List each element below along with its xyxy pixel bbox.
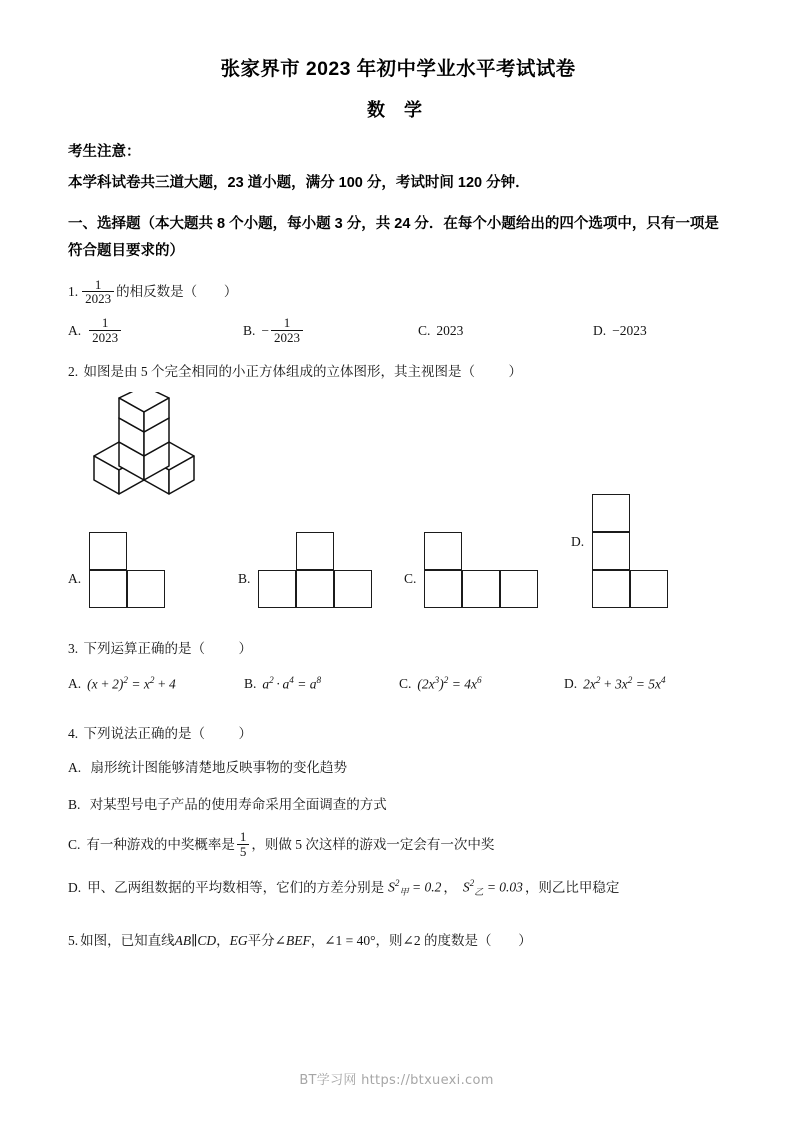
question-2-option-c[interactable] [404,532,540,610]
variance-jia: $S^2_甲 = 0.2$ [388,877,442,897]
question-1-number: 1. [68,284,79,300]
option-label: D. [571,533,585,549]
fraction-numerator: 1 [283,314,291,330]
question-2-option-b[interactable] [238,532,374,610]
fraction-numerator: 1 [239,829,247,845]
option-c-grid [424,532,540,610]
question-1-option-c[interactable] [418,317,593,345]
question-3 [68,638,728,696]
notice-text: 本学科试卷共三道大题，23 道小题，满分 100 分，考试时间 120 分钟． [68,175,530,192]
option-c-fraction [237,830,250,858]
comma-2: ， [216,933,230,949]
parallel-symbol: ∥ [191,933,198,949]
question-4-stem-text: 下列说法正确的是（ [83,725,205,741]
question-1-options [68,314,728,345]
option-a-grid [89,532,167,610]
question-4-option-d[interactable] [68,876,728,901]
option-b-text: 对某型号电子产品的使用寿命采用全面调查的方式 [89,797,387,813]
question-3-number: 3. [68,641,79,657]
question-1-fraction [82,278,114,306]
question-3-option-a[interactable] [68,673,244,696]
option-a-text: 扇形统计图能够清楚地反映事物的变化趋势 [90,760,347,776]
option-label: D. [593,323,607,339]
option-label: A. [68,676,82,692]
question-4-option-b[interactable] [68,794,728,817]
grid-cell [630,570,668,608]
question-1-stem-close: ） [223,284,238,300]
question-2-solid-figure [86,392,728,508]
question-2 [68,361,728,610]
site-watermark: BT学习网 https://btxuexi.com [299,1073,494,1088]
fraction-denominator: 2023 [82,291,114,306]
question-2-stem-close: ） [508,364,522,380]
question-2-options [68,514,728,610]
grid-cell [296,570,334,608]
option-label: C. [404,570,417,586]
question-5-text-3: ，∠1 = 40°，则∠2 的度数是（ [310,933,492,949]
question-3-stem-text: 下列运算正确的是（ [83,641,205,657]
question-2-stem [68,361,728,384]
grid-cell [500,570,538,608]
question-5-stem-close: ） [518,933,532,949]
question-1-stem-text: 的相反数是（ [116,284,198,300]
question-1-option-d[interactable] [593,317,647,345]
option-label: A. [68,570,82,586]
question-4-option-c[interactable] [68,831,728,859]
option-label: A. [68,760,82,776]
option-c-expression: $(2x^3)^2 = 4x^6$ [417,675,482,692]
cube-stack-svg [86,392,206,500]
fraction-denominator: 2023 [271,330,303,345]
fraction-denominator: 5 [237,844,250,859]
option-c-text-before: 有一种游戏的中奖概率是 [86,836,235,852]
question-5-number: 5. [68,933,79,949]
fraction-numerator: 1 [94,276,102,292]
question-4-stem [68,723,728,746]
subject-title: 数 学 [366,100,429,121]
option-label: C. [68,836,81,852]
grid-cell [89,532,127,570]
question-3-option-c[interactable] [399,673,564,696]
option-label: B. [238,570,251,586]
option-d-text-after: ，则乙比甲稳定 [524,879,620,895]
page-title: 张家界市 2023 年初中学业水平考试试卷 [220,58,576,80]
question-3-stem-close: ） [238,641,252,657]
minus-sign: − [261,322,270,338]
section-heading: 一、选择题（本大题共 8 个小题，每小题 3 分，共 24 分．在每个小题给出的四个选项中，只有一项是符合题目要求的） [68,216,719,259]
option-c-text-after: ，则做 5 次这样的游戏一定会有一次中奖 [251,836,495,852]
option-label: B. [243,322,256,338]
page-content [68,56,728,959]
option-label: C. [418,323,431,339]
option-b-expression: $a^2 \cdot a^4 = a^8$ [262,675,322,692]
option-label: B. [244,676,257,692]
option-b-fraction [271,316,303,344]
question-2-option-d[interactable] [571,494,670,610]
grid-cell [462,570,500,608]
question-3-option-b[interactable] [244,673,399,696]
fraction-numerator: 1 [101,314,109,330]
question-1 [68,276,728,346]
question-2-stem-text: 如图是由 5 个完全相同的小正方体组成的立体图形，其主视图是（ [83,364,475,380]
grid-cell [127,570,165,608]
variance-yi: $S^2_乙 = 0.03$ [462,877,523,897]
question-3-option-d[interactable] [564,673,666,696]
option-a-expression: $(x + 2)^2 = x^2 + 4$ [87,675,176,692]
notice-label: 考生注意： [68,144,141,161]
question-4-number: 4. [68,725,79,741]
question-2-option-a[interactable] [68,532,167,610]
question-1-stem [68,276,728,307]
comma-1: ， [443,879,457,895]
question-1-option-b[interactable] [243,314,418,345]
question-4-stem-close: ） [238,725,252,741]
grid-cell [334,570,372,608]
option-label: D. [68,879,82,895]
option-label: A. [68,322,82,338]
question-4-option-a[interactable] [68,757,728,780]
question-4 [68,723,728,901]
option-b-grid [258,532,374,610]
grid-cell [89,570,127,608]
question-5-text-2: 平分∠ [247,933,286,949]
grid-cell [258,570,296,608]
question-5-text-1: 如图，已知直线 [80,933,175,949]
grid-cell [592,532,630,570]
question-1-option-a[interactable] [68,314,243,345]
question-3-options [68,673,728,696]
grid-cell [592,494,630,532]
option-d-expression: $2x^2 + 3x^2 = 5x^4$ [583,675,666,692]
segment-eg: EG [229,933,248,949]
option-d-grid [592,494,670,610]
grid-cell [592,570,630,608]
option-d-text-before: 甲、乙两组数据的平均数相等，它们的方差分别是 [87,879,385,895]
option-c-value: 2023 [436,323,464,339]
option-label: D. [564,676,578,692]
fraction-denominator: 2023 [89,330,121,345]
question-3-stem [68,638,728,661]
segment-ab: AB [174,933,192,949]
angle-bef: BEF [285,933,311,949]
segment-cd: CD [197,933,217,949]
grid-cell [424,570,462,608]
option-label: B. [68,797,81,813]
question-5 [68,930,728,953]
option-a-fraction [89,316,121,344]
question-2-number: 2. [68,364,79,380]
grid-cell [424,532,462,570]
option-d-value: −2023 [612,323,647,339]
option-label: C. [399,676,412,692]
question-5-stem [68,930,728,953]
grid-cell [296,532,334,570]
